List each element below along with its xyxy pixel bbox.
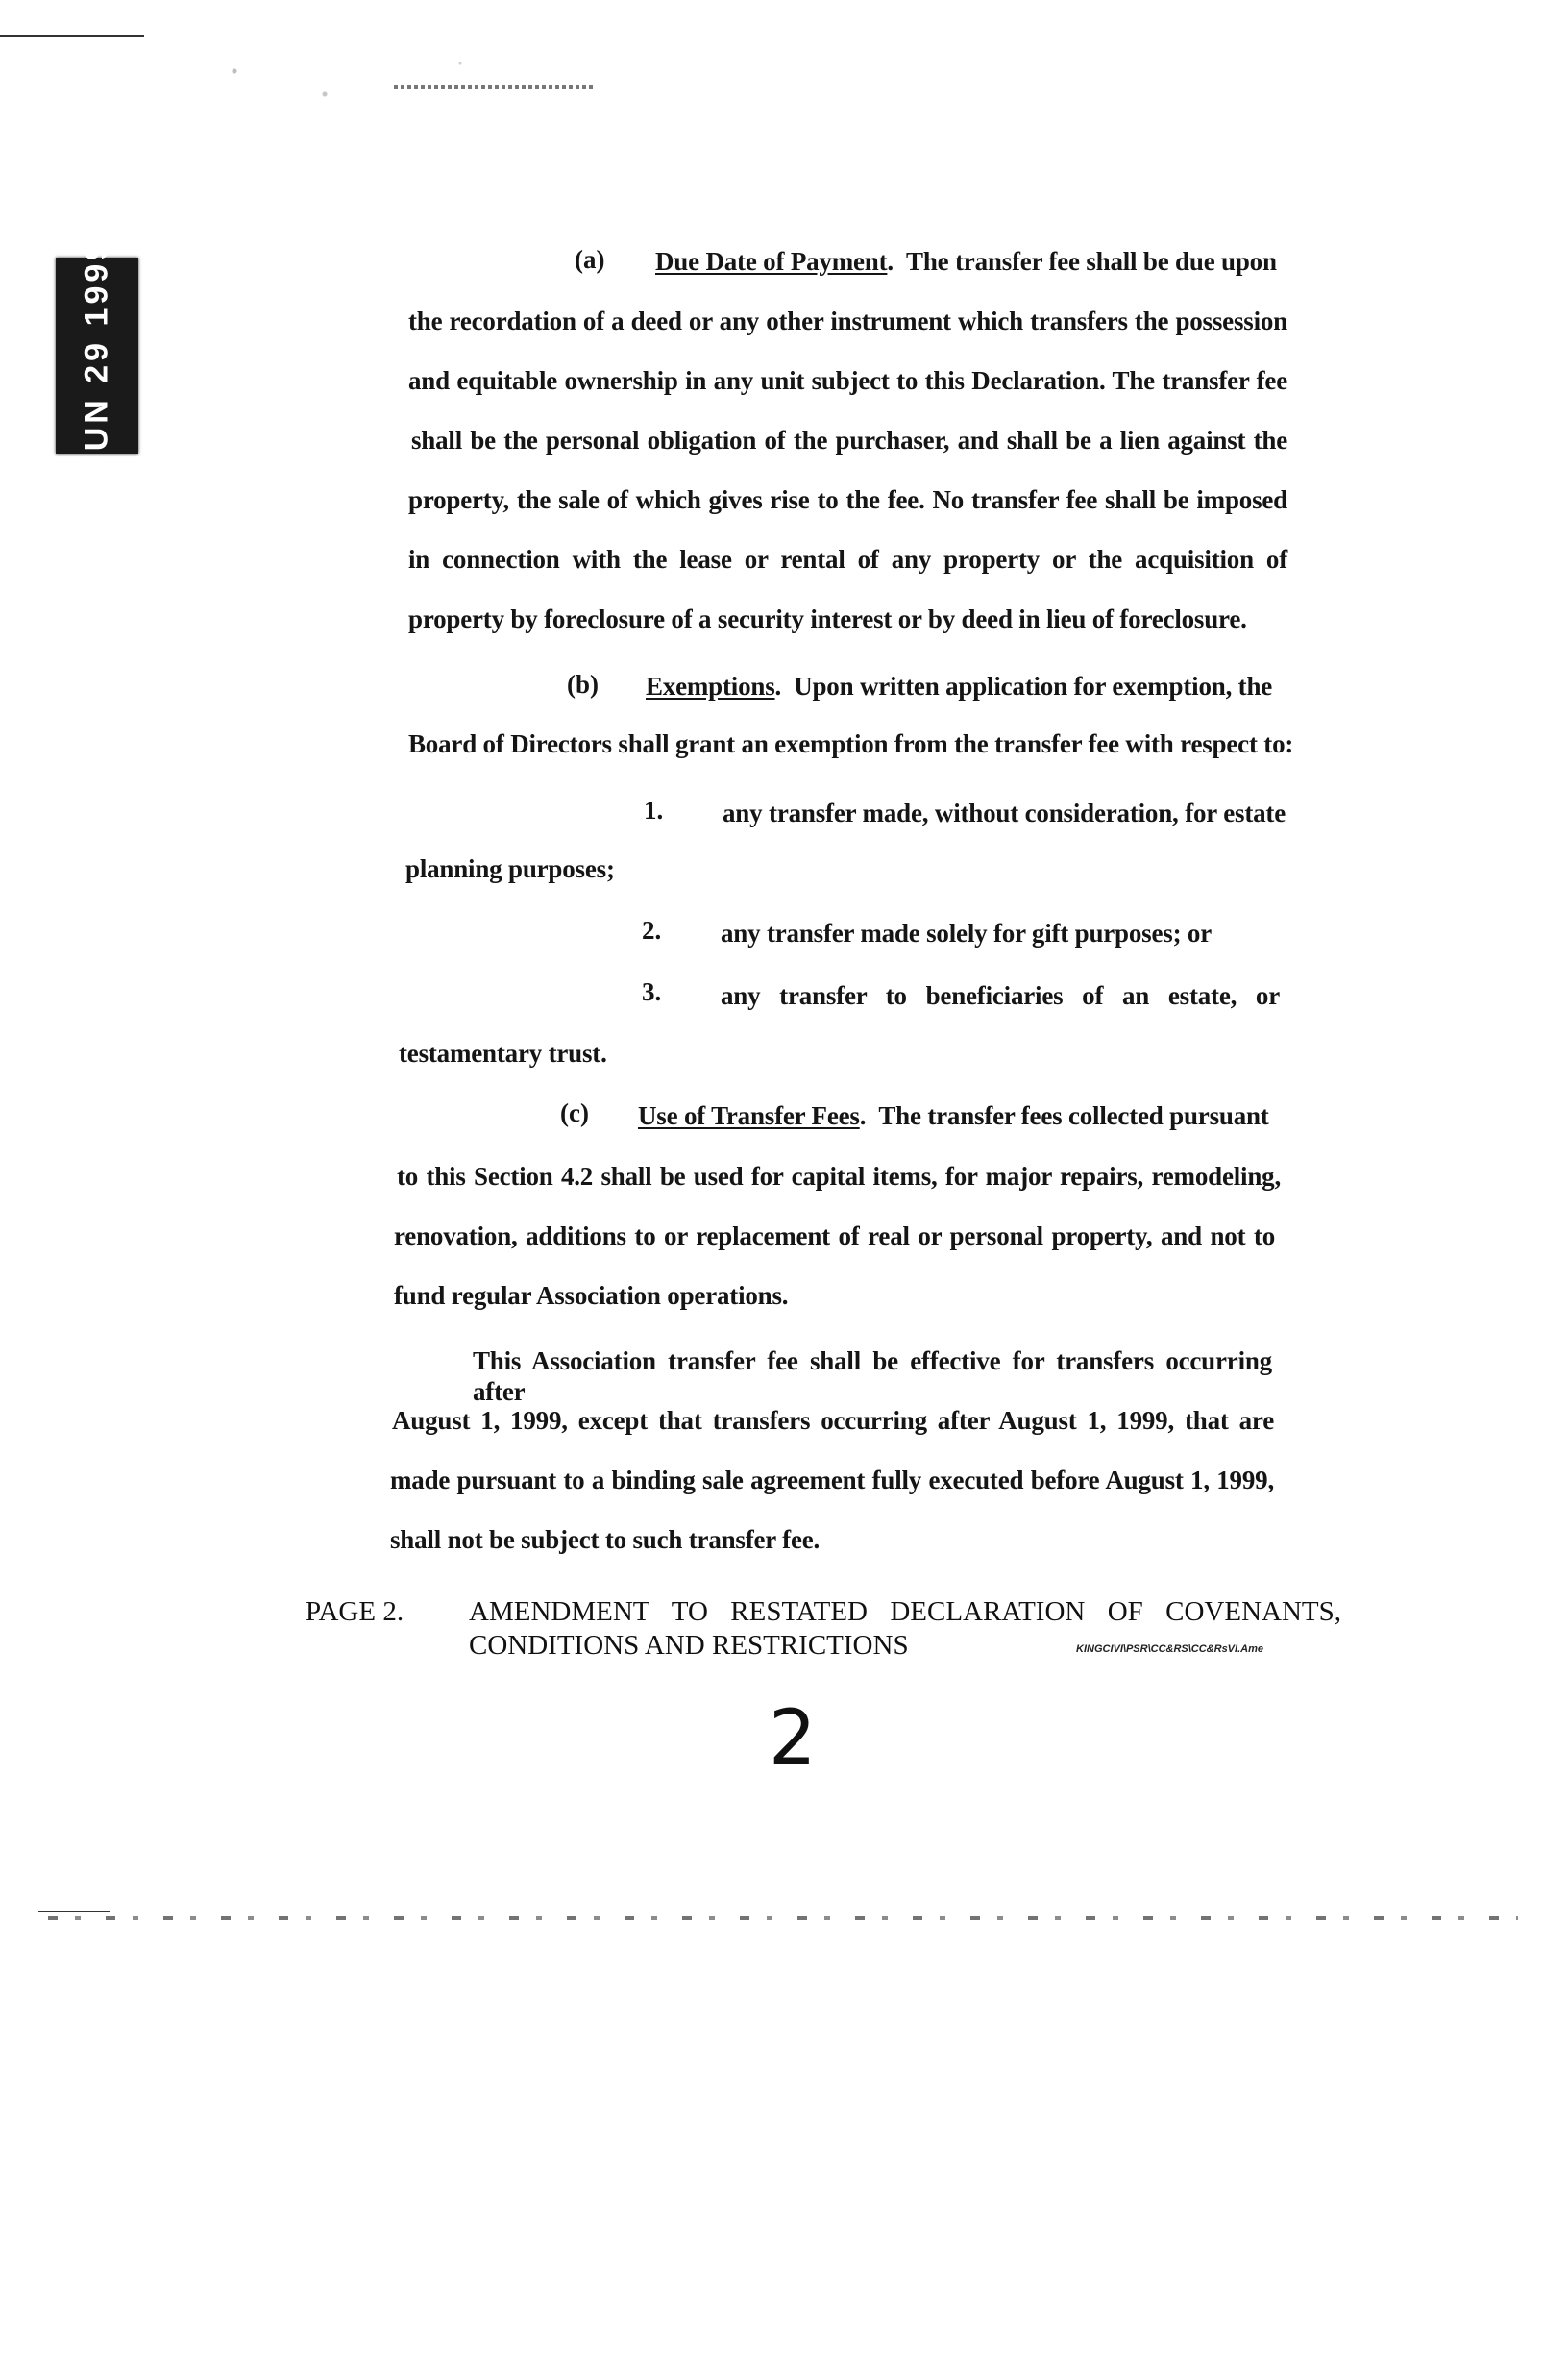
footer-file-path: KINGCIVI\PSR\CC&RS\CC&RsVI.Ame xyxy=(1076,1643,1263,1655)
section-a-line: the recordation of a deed or any other instrument which transfers the possession xyxy=(408,307,1287,335)
list-item-continuation: testamentary trust. xyxy=(399,1039,607,1068)
section-a-first-line: Due Date of Payment. The transfer fee shall be due upon xyxy=(655,247,1277,276)
footer-title-line-2: CONDITIONS AND RESTRICTIONS xyxy=(469,1630,909,1661)
section-c-line: fund regular Association operations. xyxy=(394,1281,789,1310)
section-a-marker: (a) xyxy=(575,245,605,274)
scan-edge-line xyxy=(38,1911,110,1912)
section-c-heading: Use of Transfer Fees xyxy=(638,1101,860,1130)
closing-line: August 1, 1999, except that transfers occurring after August 1, 1999, that are xyxy=(392,1406,1274,1435)
section-b-line: Board of Directors shall grant an exemption from the transfer fee with respect to: xyxy=(408,729,1294,758)
section-b-marker: (b) xyxy=(567,670,599,699)
section-c-line: renovation, additions to or replacement of real or personal property, and not to xyxy=(394,1221,1275,1250)
section-a-line: property by foreclosure of a security interest or by deed in lieu of foreclosure. xyxy=(408,604,1247,633)
section-c-line: to this Section 4.2 shall be used for capital items, for major repairs, remodeling, xyxy=(397,1162,1281,1191)
section-b-heading: Exemptions xyxy=(646,672,775,701)
section-b-first-line: Exemptions. Upon written application for exemption, the xyxy=(646,672,1273,701)
section-a-heading: Due Date of Payment xyxy=(655,247,888,276)
section-a-line-0: The transfer fee shall be due upon xyxy=(906,247,1277,276)
section-c-first-line: Use of Transfer Fees. The transfer fees collected pursuant xyxy=(638,1101,1269,1130)
section-a-line: in connection with the lease or rental of any property or the acquisition of xyxy=(408,545,1287,574)
section-b-line-0: Upon written application for exemption, the xyxy=(794,672,1273,701)
section-c-marker: (c) xyxy=(560,1098,589,1127)
closing-line: shall not be subject to such transfer fee. xyxy=(390,1525,821,1554)
list-item-number: 2. xyxy=(642,916,662,945)
scan-dash xyxy=(394,85,596,89)
list-item-number: 1. xyxy=(644,796,664,825)
stamp-date-text: JUN 29 1999 xyxy=(78,237,115,474)
list-item-text: any transfer to beneficiaries of an estate, or xyxy=(721,981,1280,1010)
section-a-line: property, the sale of which gives rise to the fee. No transfer fee shall be imposed xyxy=(408,485,1287,514)
section-a-line: and equitable ownership in any unit subject to this Declaration. The transfer fee xyxy=(408,366,1287,395)
list-item-text: any transfer made solely for gift purposes; or xyxy=(721,919,1212,948)
recording-date-stamp xyxy=(56,237,138,474)
scan-dash xyxy=(48,1916,1518,1920)
closing-line: made pursuant to a binding sale agreement fully executed before August 1, 1999, xyxy=(390,1466,1274,1494)
footer-page-label: PAGE 2. xyxy=(306,1596,404,1627)
section-a-line: shall be the personal obligation of the purchaser, and shall be a lien against the xyxy=(411,426,1287,455)
list-item-text: any transfer made, without consideration, for estate xyxy=(723,799,1286,827)
list-item-number: 3. xyxy=(642,977,662,1006)
footer-title-line-1: AMENDMENT TO RESTATED DECLARATION OF COVENANTS, xyxy=(469,1596,1341,1627)
scan-edge-line xyxy=(0,35,144,37)
handwritten-page-number: 2 xyxy=(769,1695,817,1782)
list-item-continuation: planning purposes; xyxy=(405,854,615,883)
section-c-line-0: The transfer fees collected pursuant xyxy=(878,1101,1269,1130)
closing-line: This Association transfer fee shall be effective for transfers occurring after xyxy=(473,1346,1272,1406)
